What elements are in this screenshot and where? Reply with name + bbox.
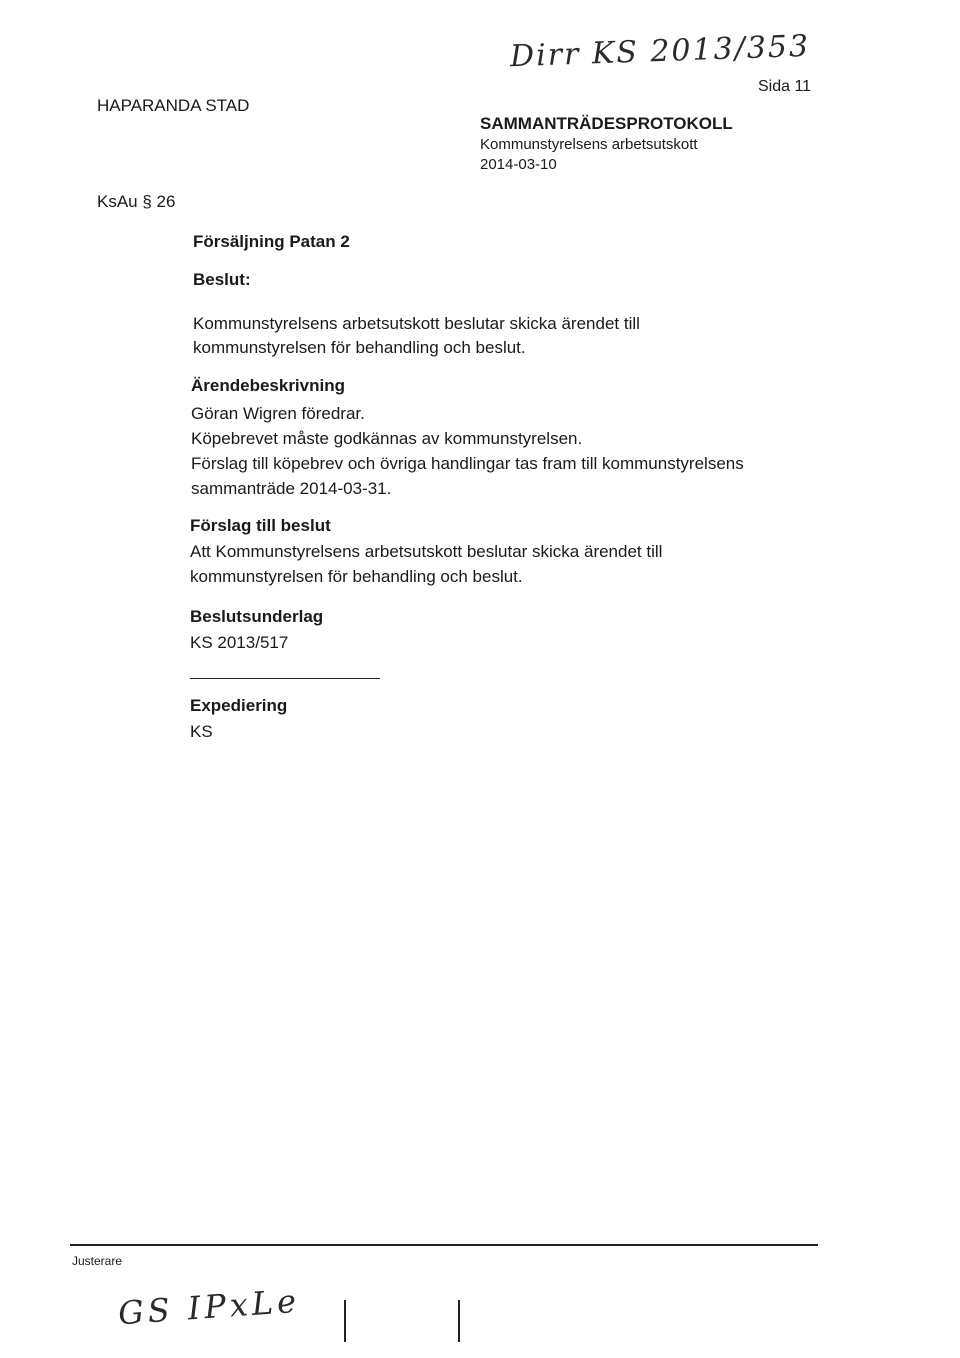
page-number: Sida 11: [758, 78, 812, 95]
dispatch-value: KS: [190, 722, 213, 741]
document-type: SAMMANTRÄDESPROTOKOLL: [480, 114, 733, 133]
item-title: Försäljning Patan 2: [193, 232, 350, 251]
section-divider: [190, 678, 380, 679]
signature-field-divider: [458, 1300, 460, 1342]
proposal-heading: Förslag till beslut: [190, 516, 331, 535]
description-line: sammanträde 2014-03-31.: [191, 479, 392, 498]
dispatch-heading: Expediering: [190, 696, 288, 715]
description-heading: Ärendebeskrivning: [191, 376, 345, 395]
signature: GS IPxLe: [116, 1281, 302, 1333]
decision-heading: Beslut:: [193, 270, 251, 289]
basis-value: KS 2013/517: [190, 633, 289, 652]
committee-name: Kommunstyrelsens arbetsutskott: [480, 136, 698, 153]
paragraph-id: KsAu § 26: [97, 192, 176, 211]
signature-field-divider: [344, 1300, 346, 1342]
description-line: Göran Wigren föredrar.: [191, 404, 365, 423]
meeting-date: 2014-03-10: [480, 156, 557, 173]
basis-heading: Beslutsunderlag: [190, 607, 324, 626]
organization-name: HAPARANDA STAD: [97, 96, 250, 115]
handwritten-reference: Dirr KS 2013/353: [509, 28, 811, 75]
decision-line: kommunstyrelsen för behandling och beslut.: [193, 338, 526, 357]
proposal-line: Att Kommunstyrelsens arbetsutskott beslutar skicka ärendet till: [190, 542, 663, 561]
description-line: Köpebrevet måste godkännas av kommunstyrelsen.: [191, 429, 583, 448]
footer-label: Justerare: [72, 1254, 123, 1268]
description-line: Förslag till köpebrev och övriga handlingar tas fram till kommunstyrelsens: [191, 454, 744, 473]
footer-rule: [70, 1244, 818, 1246]
decision-line: Kommunstyrelsens arbetsutskott beslutar skicka ärendet till: [193, 314, 640, 333]
proposal-line: kommunstyrelsen för behandling och beslut.: [190, 567, 523, 586]
